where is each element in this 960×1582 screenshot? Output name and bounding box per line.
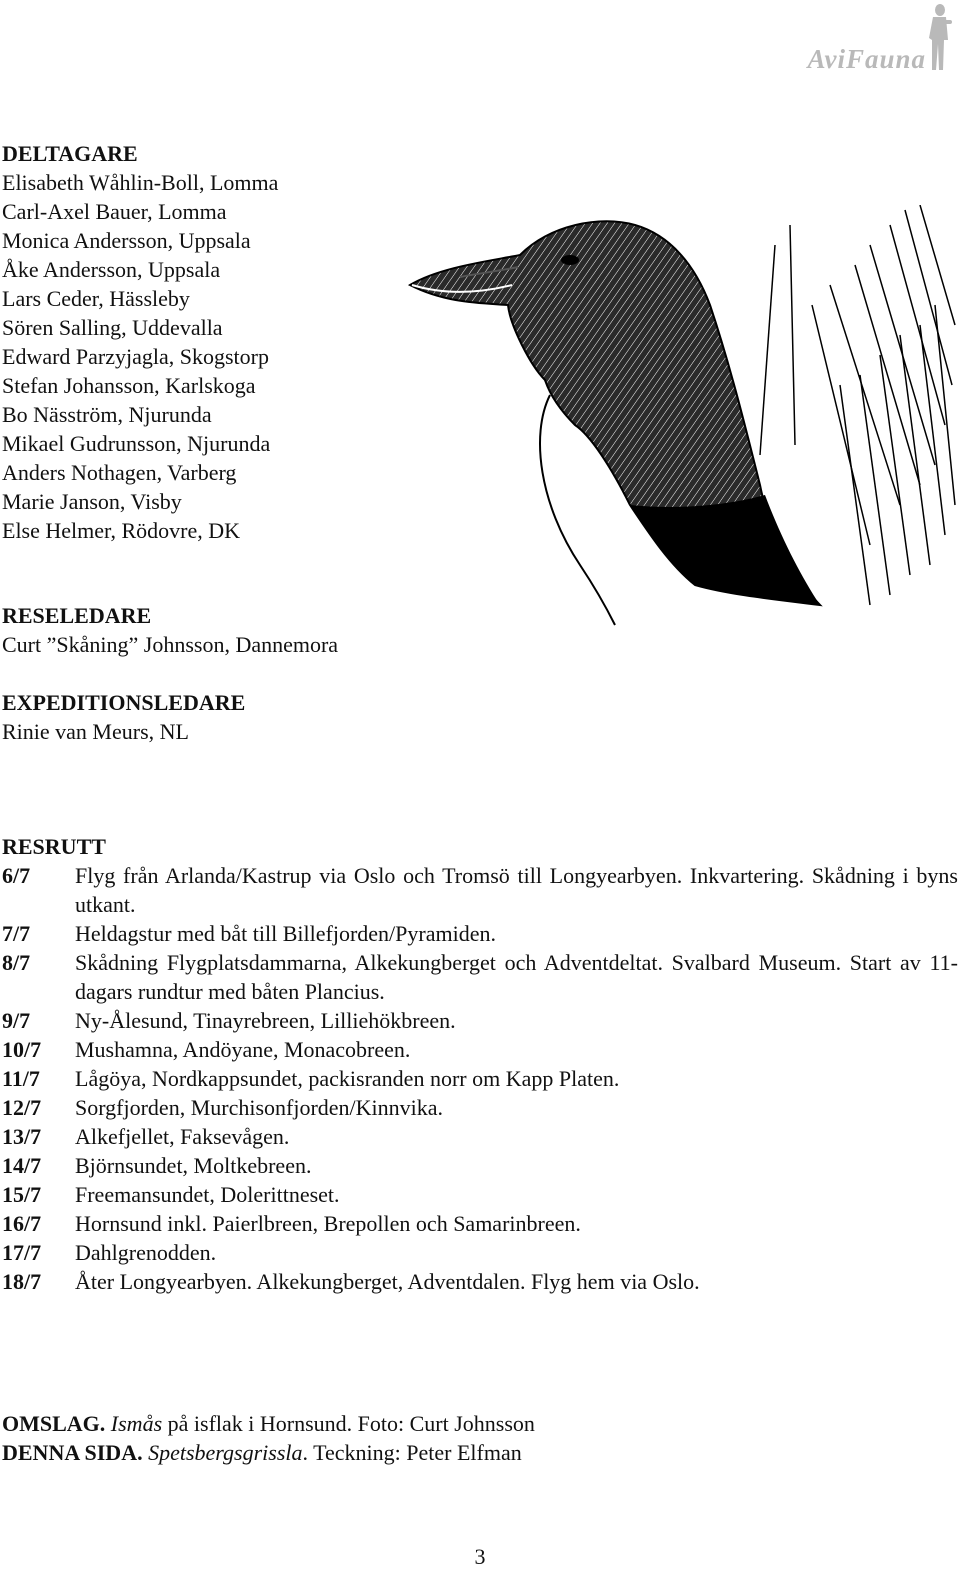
route-description: Skådning Flygplatsdammarna, Alkekungberget och Adventdeltat. Svalbard Museum. Start av 11-dagars rundtur med båten Plancius.: [75, 950, 958, 1004]
route-day: [2, 1238, 958, 1267]
route-description: Alkefjellet, Faksevågen.: [75, 1124, 290, 1149]
participant-name: Lars Ceder, Hässleby: [2, 286, 190, 311]
route-day: [2, 1122, 958, 1151]
route-description: Dahlgrenodden.: [75, 1240, 217, 1265]
route-day: [2, 919, 958, 948]
route-day: [2, 1180, 958, 1209]
route-day: [2, 1209, 958, 1238]
route-heading: RESRUTT: [2, 834, 106, 859]
route-date: 6/7: [2, 863, 31, 888]
page-credit-label: DENNA SIDA.: [2, 1440, 143, 1465]
participants-heading: DELTAGARE: [2, 141, 138, 166]
route-date: 11/7: [2, 1066, 40, 1091]
cover-credit-text: på isflak i Hornsund. Foto: Curt Johnsson: [162, 1411, 535, 1436]
participant-name: Mikael Gudrunsson, Njurunda: [2, 431, 271, 456]
expedition-leader-section: [2, 688, 245, 746]
avifauna-logo: [774, 0, 954, 78]
participant-name: Bo Näsström, Njurunda: [2, 402, 212, 427]
route-description: Åter Longyearbyen. Alkekungberget, Adventdalen. Flyg hem via Oslo.: [75, 1269, 700, 1294]
route-day: [2, 861, 958, 919]
route-description: Freemansundet, Dolerittneset.: [75, 1182, 340, 1207]
route-day: [2, 1035, 958, 1064]
route-date: 15/7: [2, 1182, 42, 1207]
expedition-leader-name: Rinie van Meurs, NL: [2, 719, 189, 744]
route-description: Flyg från Arlanda/Kastrup via Oslo och Tromsö till Longyearbyen. Inkvartering. Skådning i byns utkant.: [75, 863, 958, 917]
participant-name: Marie Janson, Visby: [2, 489, 182, 514]
tour-leader-section: [2, 601, 338, 659]
cover-credit: [2, 1409, 535, 1438]
route-date: 8/7: [2, 950, 31, 975]
route-description: Heldagstur med båt till Billefjorden/Pyramiden.: [75, 921, 496, 946]
participant-name: Carl-Axel Bauer, Lomma: [2, 199, 227, 224]
tour-leader-heading: RESELEDARE: [2, 603, 152, 628]
participant-name: Stefan Johansson, Karlskoga: [2, 373, 256, 398]
route-date: 13/7: [2, 1124, 42, 1149]
cover-credit-species: Ismås: [110, 1411, 163, 1436]
tour-leader-name: Curt ”Skåning” Johnsson, Dannemora: [2, 632, 339, 657]
route-description: Ny-Ålesund, Tinayrebreen, Lilliehökbreen.: [75, 1008, 456, 1033]
participant-name: Edward Parzyjagla, Skogstorp: [2, 344, 269, 369]
participant-name: Elisabeth Wåhlin-Boll, Lomma: [2, 170, 279, 195]
route-day: [2, 1267, 958, 1296]
route-section: [2, 832, 958, 1296]
participant-name: Else Helmer, Rödovre, DK: [2, 518, 241, 543]
route-date: 10/7: [2, 1037, 42, 1062]
route-day: [2, 948, 958, 1006]
route-day: [2, 1006, 958, 1035]
route-description: Hornsund inkl. Paierlbreen, Brepollen och Samarinbreen.: [75, 1211, 581, 1236]
route-description: Lågöya, Nordkappsundet, packisranden norr om Kapp Platen.: [75, 1066, 620, 1091]
expedition-leader-heading: EXPEDITIONSLEDARE: [2, 690, 246, 715]
route-date: 16/7: [2, 1211, 42, 1236]
birdwatcher-figure-icon: [920, 2, 954, 72]
participant-name: Monica Andersson, Uppsala: [2, 228, 251, 253]
route-description: Björnsundet, Moltkebreen.: [75, 1153, 312, 1178]
credits-section: [2, 1409, 535, 1467]
route-description: Sorgfjorden, Murchisonfjorden/Kinnvika.: [75, 1095, 444, 1120]
participants-section: [2, 139, 278, 545]
route-date: 18/7: [2, 1269, 42, 1294]
route-date: 12/7: [2, 1095, 42, 1120]
route-day: [2, 1064, 958, 1093]
route-date: 7/7: [2, 921, 31, 946]
guillemot-drawing: [400, 205, 956, 635]
route-date: 9/7: [2, 1008, 31, 1033]
route-description: Mushamna, Andöyane, Monacobreen.: [75, 1037, 411, 1062]
page-credit-text: . Teckning: Peter Elfman: [302, 1440, 522, 1465]
participant-name: Åke Andersson, Uppsala: [2, 257, 221, 282]
route-day: [2, 1151, 958, 1180]
route-date: 14/7: [2, 1153, 42, 1178]
page-credit-species: Spetsbergsgrissla: [148, 1440, 303, 1465]
page-number: 3: [474, 1544, 486, 1569]
participant-name: Anders Nothagen, Varberg: [2, 460, 237, 485]
route-date: 17/7: [2, 1240, 42, 1265]
participant-name: Sören Salling, Uddevalla: [2, 315, 223, 340]
logo-text: AviFauna: [807, 44, 926, 74]
route-day: [2, 1093, 958, 1122]
page-illustration-credit: [2, 1438, 535, 1467]
cover-credit-label: OMSLAG.: [2, 1411, 106, 1436]
